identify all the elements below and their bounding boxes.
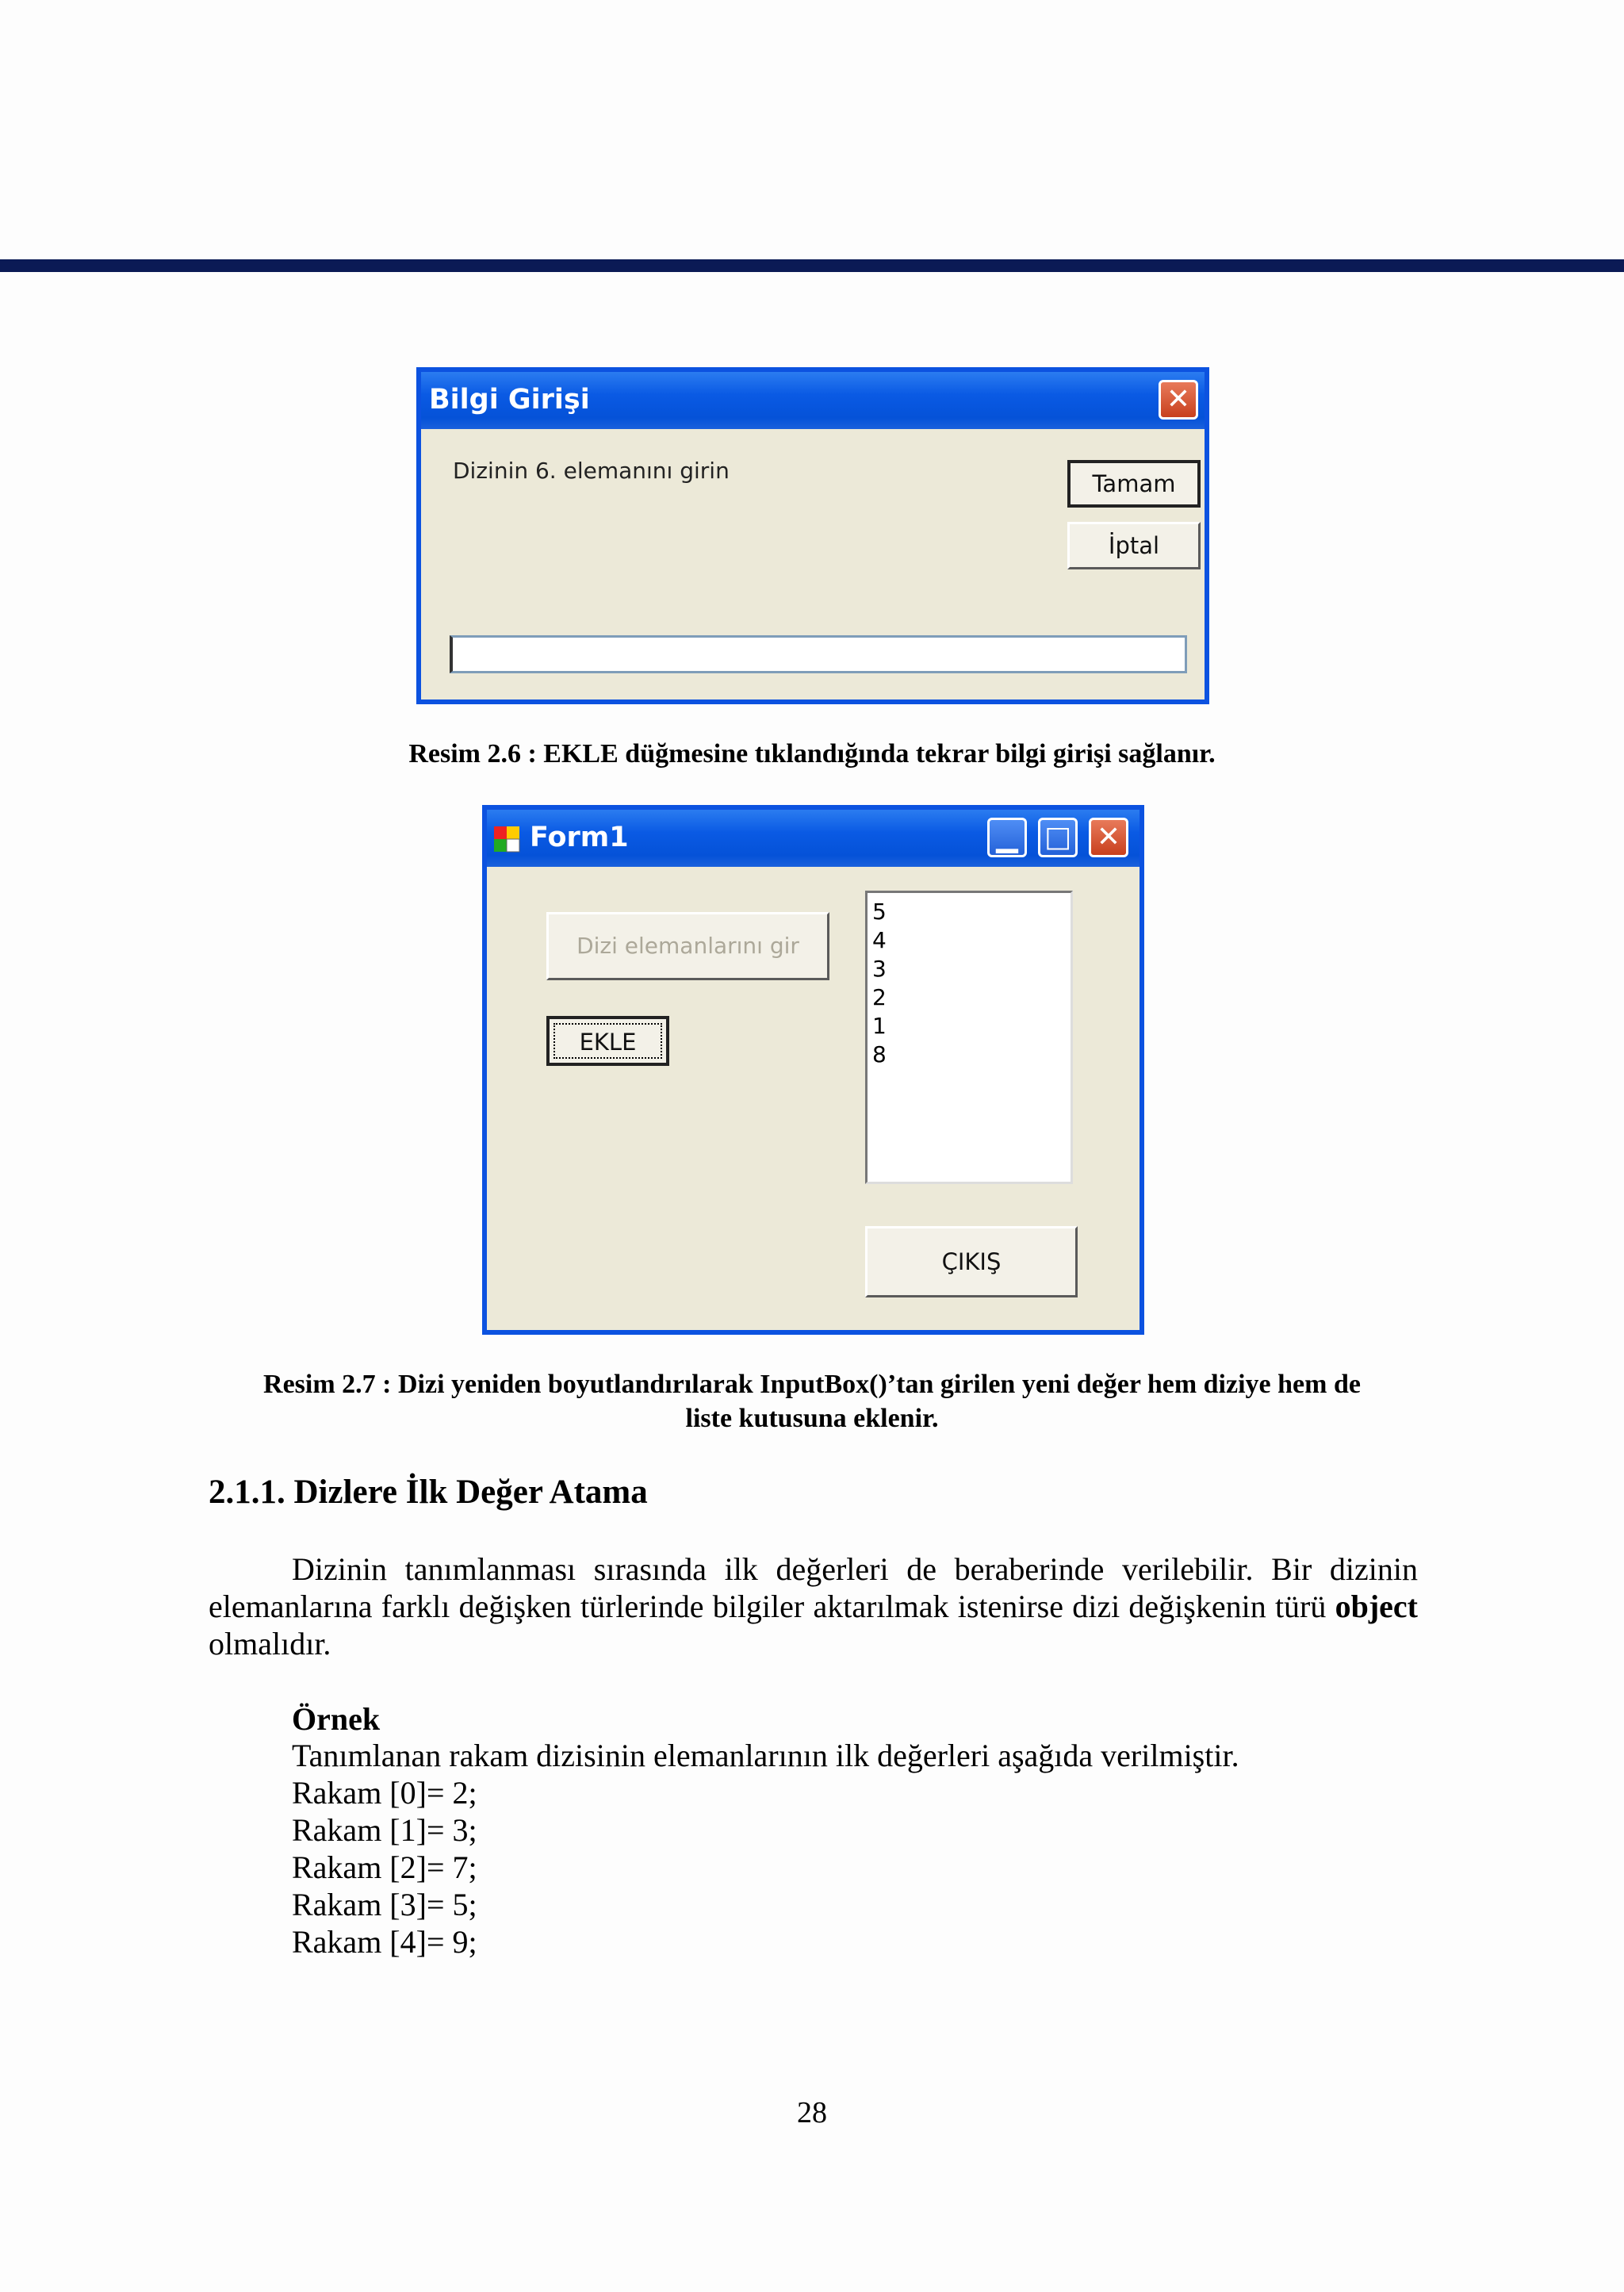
ok-button[interactable]: Tamam: [1067, 460, 1201, 508]
figure-caption-2-6: Resim 2.6 : EKLE düğmesine tıklandığında tekrar bilgi girişi sağlanır.: [408, 739, 1216, 768]
close-icon[interactable]: ✕: [1089, 818, 1128, 857]
figure-caption-2-7-line1: Resim 2.7 : Dizi yeniden boyutlandırılarak InputBox()’tan girilen yeni değer hem diziye hem de: [263, 1370, 1361, 1399]
enter-elements-button[interactable]: Dizi elemanlarını gir: [546, 912, 829, 980]
code-line: Rakam [3]= 5;: [292, 1887, 477, 1922]
list-item[interactable]: 1: [872, 1013, 887, 1039]
form1-title: Form1: [530, 822, 629, 853]
paragraph-text-end: olmalıdır.: [209, 1626, 331, 1662]
dialog-prompt: Dizinin 6. elemanını girin: [453, 458, 730, 484]
list-item[interactable]: 8: [872, 1041, 887, 1067]
list-item[interactable]: 5: [872, 899, 887, 925]
dialog-title-bar[interactable]: [421, 372, 1205, 429]
section-heading: 2.1.1. Dizlere İlk Değer Atama: [209, 1474, 648, 1511]
cancel-button[interactable]: İptal: [1067, 522, 1201, 569]
paragraph-text: Dizinin tanımlanması sırasında ilk değerleri de beraberinde verilebilir. Bir dizinin elemanlarına farklı değişken türlerinde bilgiler aktarılmak istenirse dizi değişkenin türü: [209, 1551, 1418, 1624]
app-icon: [493, 826, 520, 853]
input-dialog: [416, 367, 1209, 704]
page-number: 28: [797, 2096, 827, 2129]
add-button-label: EKLE: [553, 1023, 662, 1059]
figure-caption-2-7-line2: liste kutusuna eklenir.: [685, 1404, 939, 1433]
list-item[interactable]: 3: [872, 956, 887, 982]
exit-button[interactable]: ÇIKIŞ: [865, 1226, 1078, 1297]
code-line: Rakam [0]= 2;: [292, 1775, 477, 1811]
section-paragraph: [209, 1550, 1418, 1662]
maximize-icon[interactable]: □: [1038, 818, 1078, 857]
form1-title-bar[interactable]: [487, 810, 1139, 867]
form1-window: [482, 805, 1144, 1335]
list-item[interactable]: 2: [872, 984, 887, 1010]
add-button[interactable]: [546, 1016, 669, 1066]
list-item[interactable]: 4: [872, 927, 887, 953]
value-input[interactable]: [450, 635, 1187, 673]
paragraph-bold-term: object: [1335, 1589, 1418, 1624]
example-text: Tanımlanan rakam dizisinin elemanlarının ilk değerleri aşağıda verilmiştir.: [292, 1738, 1239, 1773]
header-rule: [0, 259, 1624, 272]
minimize-icon[interactable]: ▁: [987, 818, 1027, 857]
values-listbox[interactable]: [865, 891, 1073, 1184]
code-line: Rakam [2]= 7;: [292, 1849, 477, 1885]
example-title: Örnek: [292, 1701, 381, 1737]
dialog-title: Bilgi Girişi: [429, 384, 590, 416]
code-line: Rakam [4]= 9;: [292, 1924, 477, 1960]
close-icon[interactable]: ✕: [1159, 380, 1198, 420]
code-line: Rakam [1]= 3;: [292, 1812, 477, 1848]
